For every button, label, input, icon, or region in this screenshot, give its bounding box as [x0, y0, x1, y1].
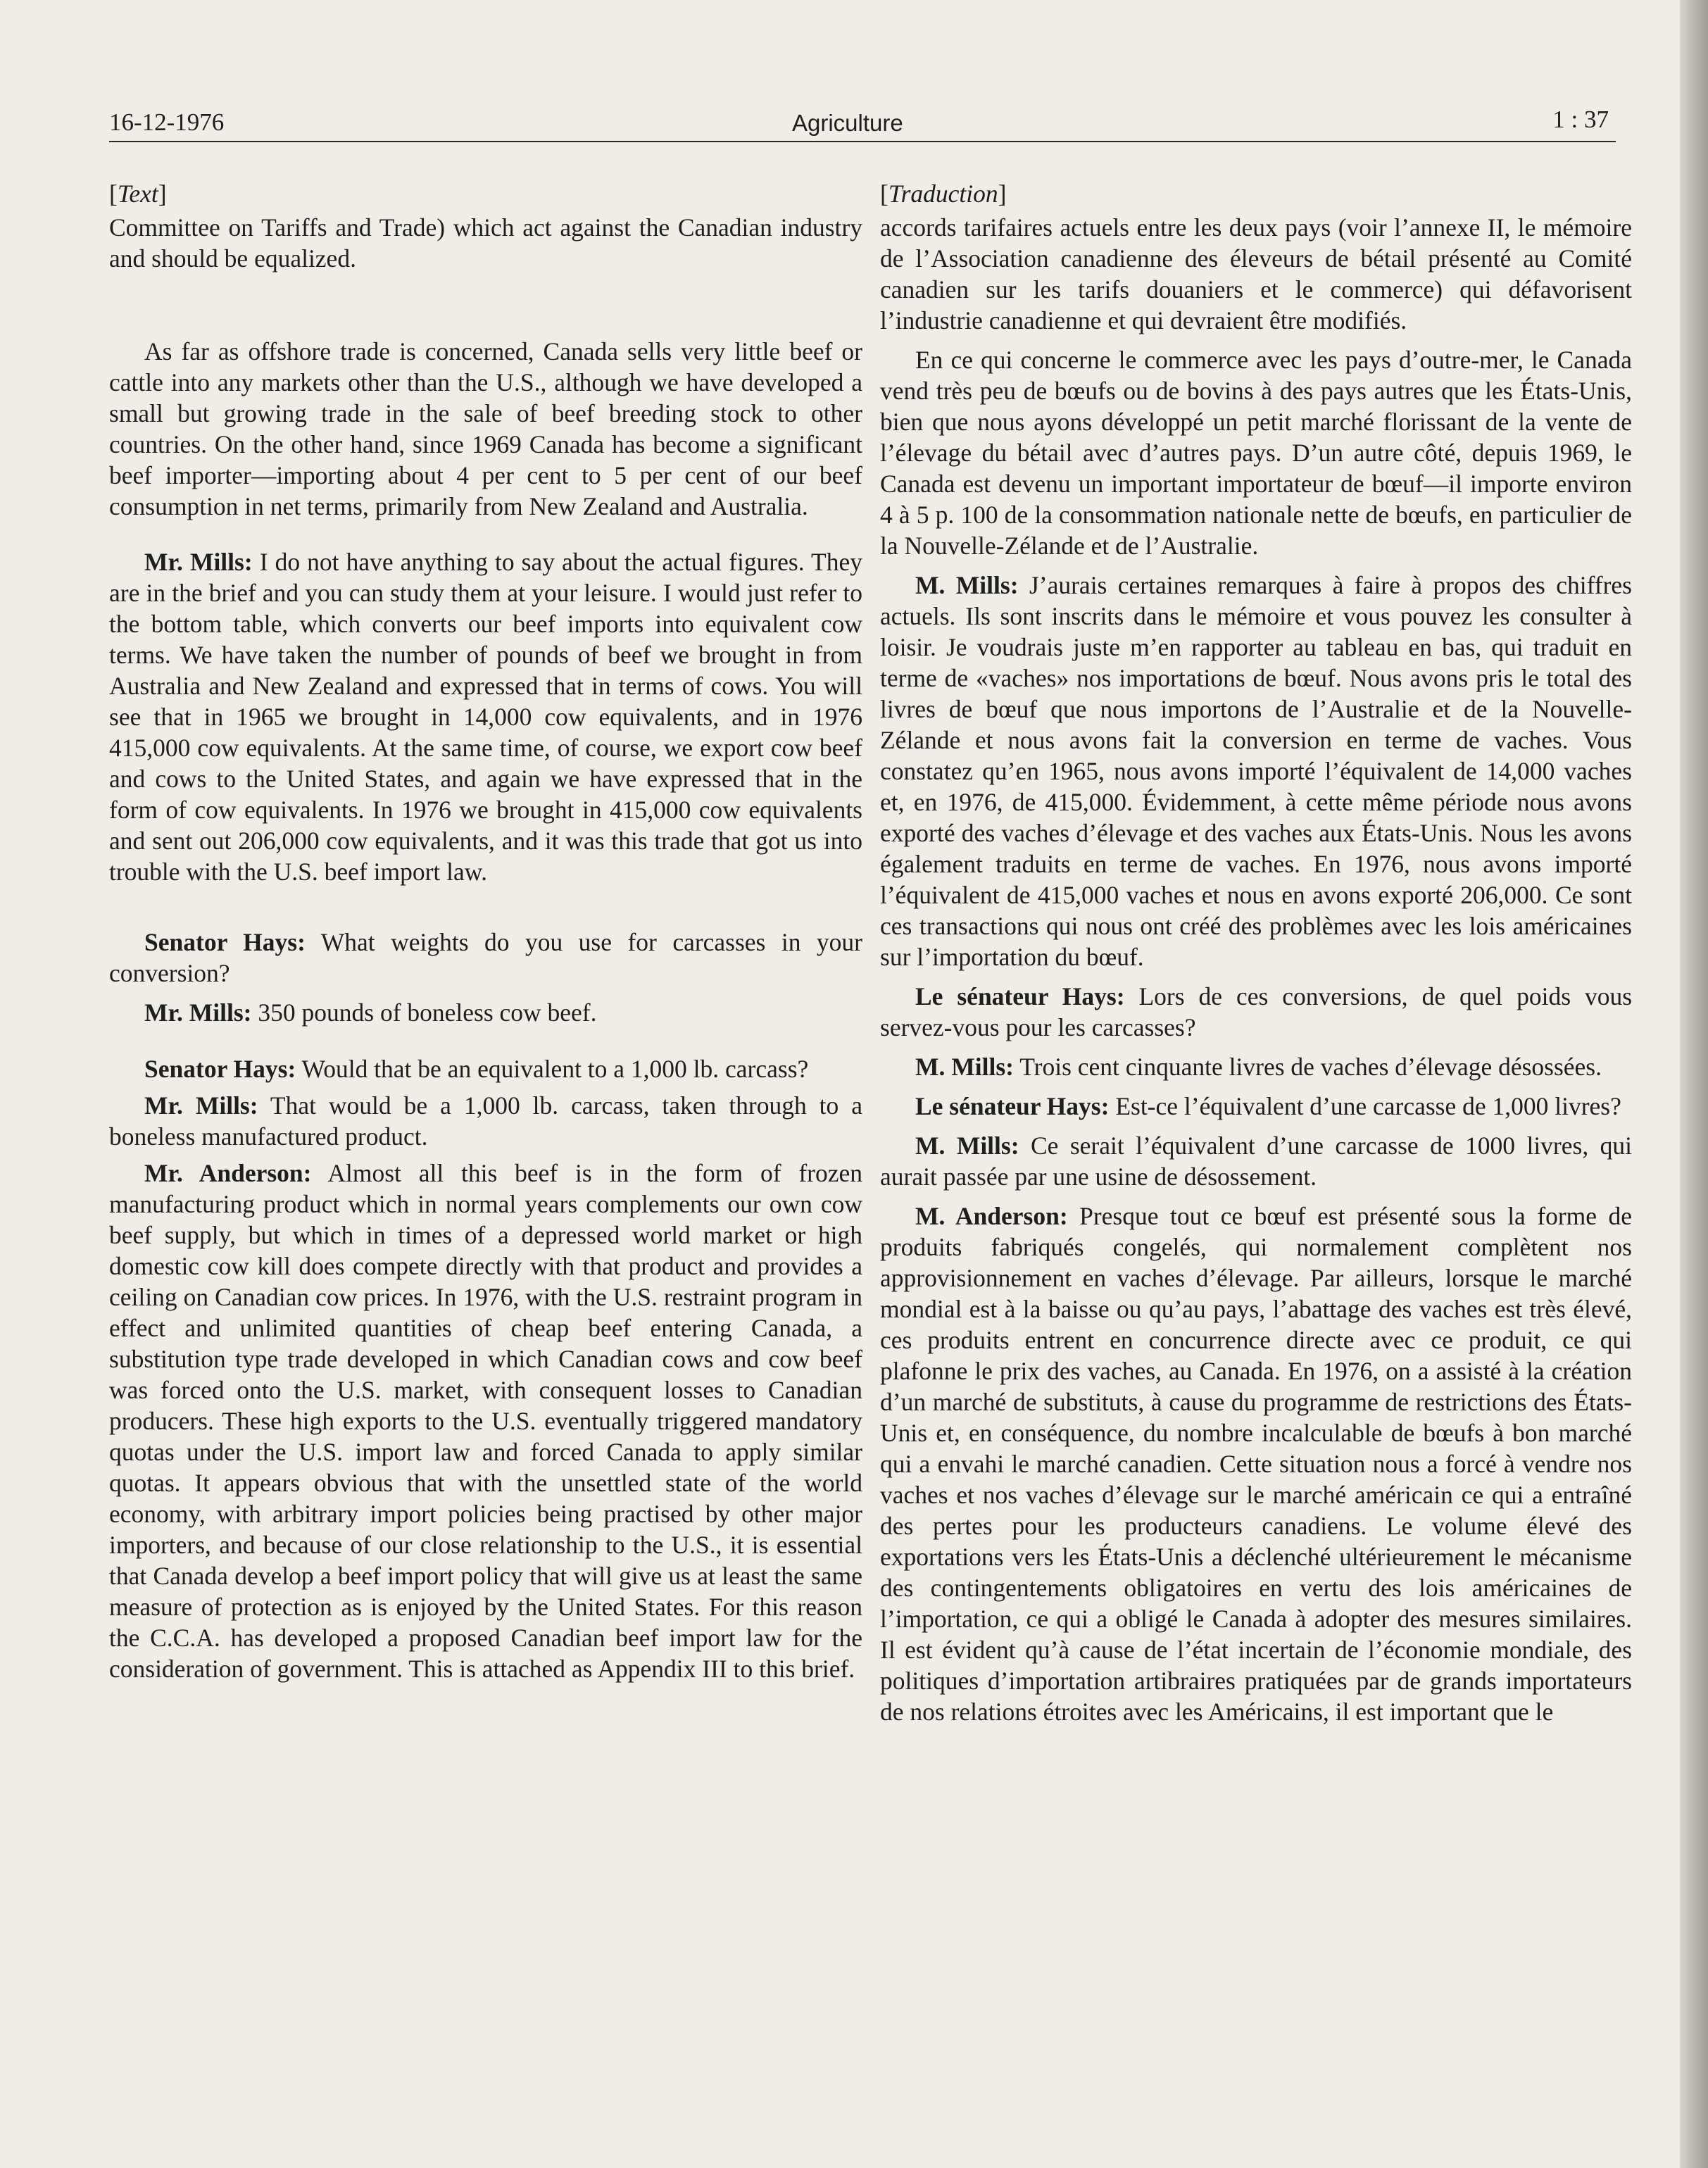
paragraph: Mr. Mills: That would be a 1,000 lb. carcass, taken through to a boneless manufactured product. — [109, 1091, 862, 1151]
speaker-name: Mr. Mills: — [144, 1091, 258, 1120]
paragraph: Mr. Mills: I do not have anything to say about the actual figures. They are in the brief and you can study them at your leisure. I would just refer to the bottom table, which converts our beef imports into equivalent cow terms. We have taken the number of pounds of beef we brought in from Australia and New Zealand and expressed that in terms of cows. You will see that in 1965 we brought in 14,000 cow equivalents, and in 1976 415,000 cow equivalents. At the same time, of course, we export cow beef and cows to the United States, and again we have expressed that in the form of cow equivalents. In 1976 we brought in 415,000 cow equivalents and sent out 206,000 cow equivalents, and it was this trade that got us into trouble with the U.S. beef import law. — [109, 548, 862, 886]
speaker-name: Senator Hays: — [144, 1055, 296, 1083]
english-column — [109, 178, 862, 1684]
paragraph: M. Anderson: Presque tout ce bœuf est présenté sous la forme de produits fabriqués congelés, qui normalement complètent nos approvisionnement en vaches d’élevage. Par ailleurs, lorsque le marché mondial est à la baisse ou qu’au pays, l’abattage des vaches est très élevé, ces produits entrent en concurrence directe avec ce produit, ce qui plafonne le prix des vaches, au Canada. En 1976, on a assisté à la création d’un marché de substituts, à cause du programme de restrictions des États-Unis et, en conséquence, du nombre incalculable de bœufs à bon marché qui a envahi le marché canadien. Cette situation nous a forcé à vendre nos vaches et nos vaches d’élevage sur le marché américain ce qui a entraîné des pertes pour les producteurs canadiens. Le volume élevé des exportations vers les États-Unis a déclenché ultérieurement le mécanisme des contingentements obligatoires en vertu des lois américaines de l’importation, ce qui a obligé le Canada à adopter des mesures similaires. Il est évident qu’à cause de l’état incertain de l’économie mondiale, des politiques d’importation artibraires pratiquées par de grands importateurs de nos relations étroites avec les Américains, il est important que le — [880, 1202, 1632, 1726]
paragraph: Le sénateur Hays: Lors de ces conversions, de quel poids vous servez-vous pour les carcasses? — [880, 982, 1633, 1041]
paragraph: M. Mills: J’aurais certaines remarques à faire à propos des chiffres actuels. Ils sont inscrits dans le mémoire et vous pouvez les consulter à loisir. Je voudrais juste m’en rapporter au tableau en bas, qui traduit en terme de «vaches» nos importations de bœuf. Nous avons pris le total des livres de bœuf que nous importons de l’Australie et de la Nouvelle-Zélande et nous avons fait la conversion en terme de vaches. Vous constatez qu’en 1965, nous avons importé l’équivalent de 14,000 vaches et, en 1976, de 415,000. Évidemment, à cette même période nous avons exporté des vaches d’élevage et des vaches aux États-Unis. Nous les avons également traduits en terme de vaches. En 1976, nous avons importé l’équivalent de 415,000 vaches et nous en avons exporté 206,000. Ce sont ces transactions qui nous ont créé des problèmes avec les lois américaines sur l’importation du bœuf. — [880, 571, 1632, 971]
paragraph: M. Mills: Ce serait l’équivalent d’une carcasse de 1000 livres, qui aurait passée par une usine de désossement. — [880, 1132, 1632, 1191]
paragraph: M. Mills: Trois cent cinquante livres de vaches d’élevage désossées. — [915, 1053, 1602, 1081]
speaker-name: M. Mills: — [915, 1053, 1014, 1081]
header-page-number: 1 : 37 — [1552, 106, 1609, 133]
text-label: [Text] — [109, 180, 167, 208]
french-column — [880, 178, 1632, 1727]
speaker-name: Mr. Mills: — [144, 548, 253, 576]
page-header — [109, 99, 1616, 142]
paragraph: En ce qui concerne le commerce avec les pays d’outre-mer, le Canada vend très peu de bœufs ou de bovins à des pays autres que les États-Unis, bien que nous ayons développé un petit marché florissant de la vente de l’élevage du bétail avec d’autres pays. D’un autre côté, depuis 1969, le Canada est devenu un important importateur de bœuf—il importe environ 4 à 5 p. 100 de la consommation nationale nette de bœufs, en particulier de la Nouvelle-Zélande et de l’Australie. — [880, 346, 1632, 560]
paragraph: Senator Hays: What weights do you use for carcasses in your conversion? — [109, 928, 862, 987]
speaker-name: M. Anderson: — [915, 1202, 1068, 1230]
speaker-name: M. Mills: — [915, 571, 1019, 599]
paragraph: As far as offshore trade is concerned, Canada sells very little beef or cattle into any markets other than the U.S., although we have developed a small but growing trade in the sale of beef breeding stock to other countries. On the other hand, since 1969 Canada has become a significant beef importer—importing about 4 per cent to 5 per cent of our beef consumption in net terms, primarily from New Zealand and Australia. — [109, 337, 862, 520]
paragraph: Le sénateur Hays: Est-ce l’équivalent d’une carcasse de 1,000 livres? — [915, 1092, 1621, 1120]
speaker-name: Mr. Mills: — [144, 998, 252, 1027]
paragraph: Mr. Anderson: Almost all this beef is in the form of frozen manufacturing product which in normal years complements our own cow beef supply, but which in times of a depressed world market or high domestic cow kill does compete directly with that product and provides a ceiling on Canadian cow prices. In 1976, with the U.S. restraint program in effect and unlimited quantities of cheap beef entering Canada, a substitution type trade developed in which Canadian cows and cow beef was forced onto the U.S. market, with consequent losses to Canadian producers. These high exports to the U.S. eventually triggered mandatory quotas under the U.S. import law and forced Canada to apply similar quotas. It appears obvious that with the unsettled state of the world economy, with arbitrary import policies being practised by other major importers, and because of our close relationship to the U.S., it is essential that Canada develop a beef import policy that will give us at least the same measure of protection as is enjoyed by the United States. For this reason the C.C.A. has developed a proposed Canadian beef import law for the consideration of government. This is attached as Appendix III to this brief. — [109, 1159, 862, 1683]
header-title: Agriculture — [792, 110, 903, 136]
page-edge — [1680, 0, 1708, 2168]
paragraph: accords tarifaires actuels entre les deux pays (voir l’annexe II, le mémoire de l’Association canadienne des éleveurs de bétail présenté au Comité canadien sur les tarifs douaniers et le commerce) qui défavorisent l’industrie canadienne et qui devraient être modifiés. — [880, 213, 1632, 334]
paragraph: Mr. Mills: 350 pounds of boneless cow beef. — [144, 998, 597, 1027]
speaker-name: Le sénateur Hays: — [915, 1092, 1110, 1120]
speaker-name: Mr. Anderson: — [144, 1159, 312, 1187]
speaker-name: M. Mills: — [915, 1132, 1019, 1160]
speaker-name: Le sénateur Hays: — [915, 982, 1125, 1010]
paragraph: Committee on Tariffs and Trade) which act against the Canadian industry and should be equalized. — [109, 213, 862, 272]
paragraph: Senator Hays: Would that be an equivalent to a 1,000 lb. carcass? — [144, 1055, 809, 1083]
speaker-name: Senator Hays: — [144, 928, 306, 956]
header-date: 16-12-1976 — [109, 108, 225, 136]
traduction-label: [Traduction] — [880, 180, 1007, 208]
